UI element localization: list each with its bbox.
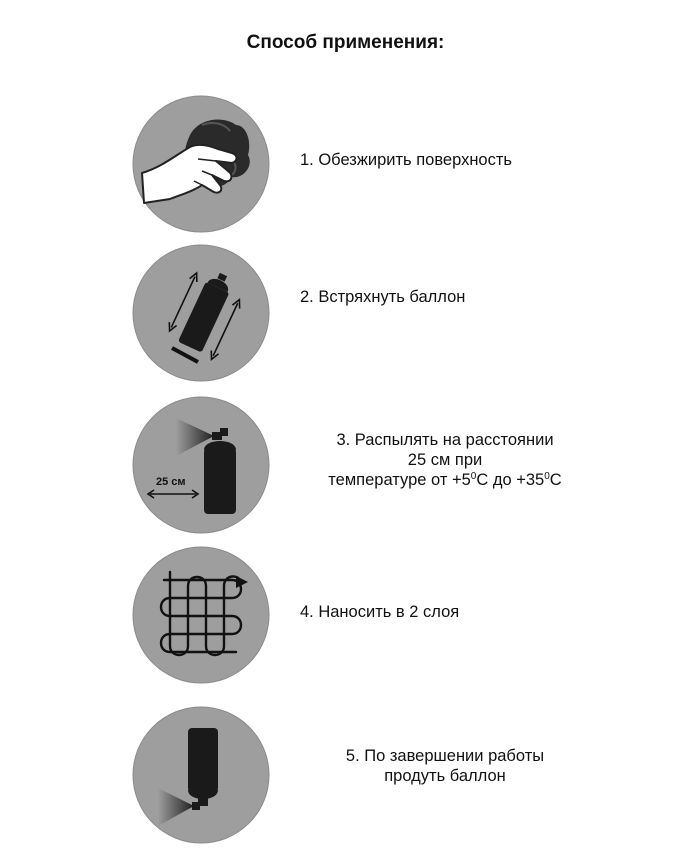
step-5-line-1: 5. По завершении работы [345,747,545,765]
step-4-line-1: 4. Наносить в 2 слоя [300,603,460,621]
step-4-text [300,602,640,622]
step-2-line-1: 2. Встряхнуть баллон [300,288,466,306]
step-4 [0,546,691,686]
temp-prefix: температуре от +5 [328,471,471,489]
distance-badge: 25 см [156,476,186,488]
step-2 [0,244,691,384]
step-5 [0,706,691,846]
step-1 [0,95,691,235]
step-5-line-2: продуть баллон [384,767,506,785]
hand-wipe-icon [132,95,270,233]
step-3-line-1: 3. Распылять на расстоянии [336,431,554,449]
temp-suffix: С [549,471,562,489]
spray-distance-icon [132,396,270,534]
step-3-text [290,430,600,490]
step-1-line-1: 1. Обезжирить поверхность [300,151,513,169]
two-layers-pattern-icon [132,546,270,684]
step-3-line-3 [290,470,600,490]
page-title: Способ применения: [246,32,445,53]
step-1-text [300,150,640,170]
temp-degree-2: 0 [544,471,550,482]
step-3-line-2: 25 см при [407,451,483,469]
purge-can-icon [132,706,270,844]
shake-can-icon [132,244,270,382]
temp-mid: С до +35 [476,471,545,489]
step-3 [0,396,691,536]
step-5-text [290,746,600,786]
temp-degree-1: 0 [470,471,477,482]
step-2-text [300,287,640,307]
